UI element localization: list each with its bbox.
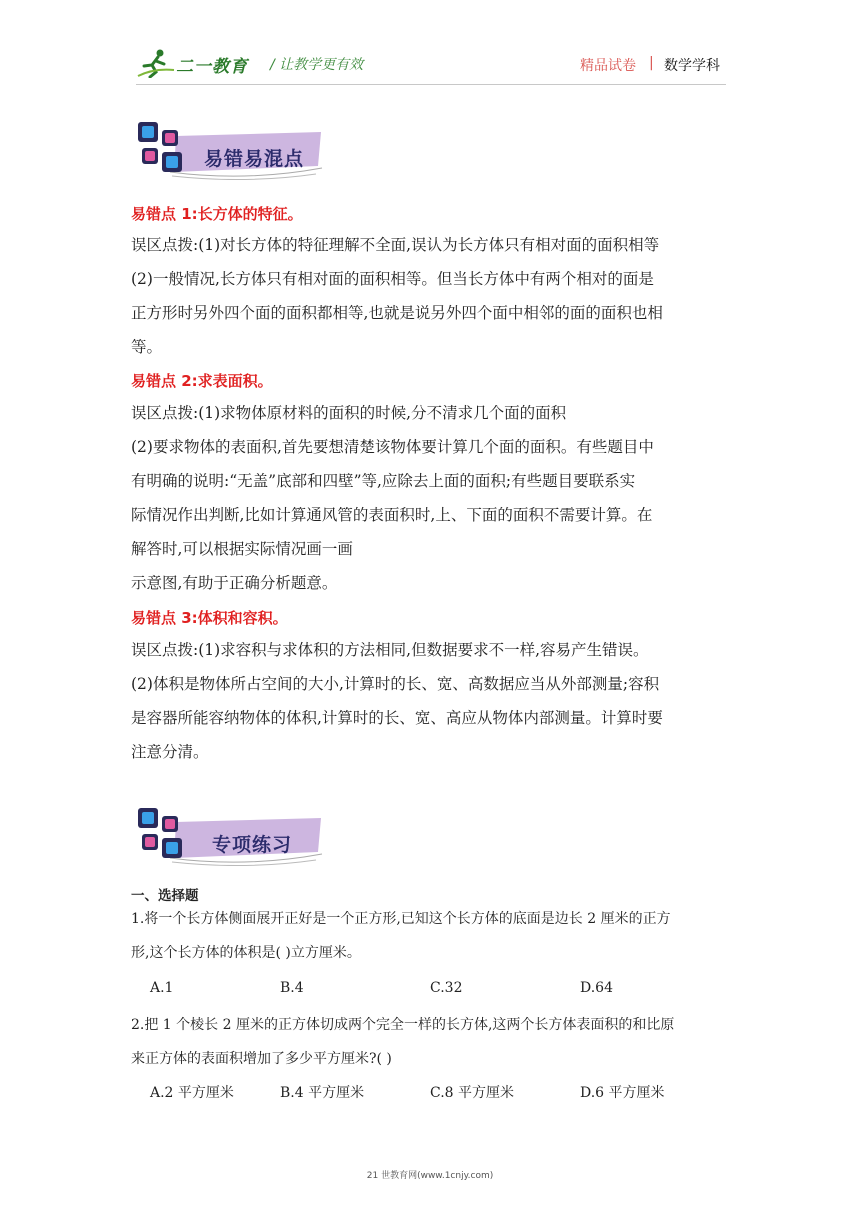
question-1 — [131, 902, 731, 970]
runner-logo-icon — [136, 48, 176, 78]
point-heading: 易错点 2:求表面积。 — [131, 372, 273, 390]
question-text: 形,这个长方体的体积是( )立方厘米。 — [131, 945, 361, 961]
header-subtitle: 精品试卷 — [580, 58, 636, 74]
section-title: 专项练习 — [212, 834, 293, 856]
point-heading: 易错点 1:长方体的特征。 — [131, 205, 303, 223]
q1-option-b[interactable]: B.4 — [280, 980, 304, 996]
text-line: 误区点拨:(1)对长方体的特征理解不全面,误认为长方体只有相对面的面积相等 — [131, 236, 660, 254]
section-banner-practice — [136, 808, 326, 866]
point-2-body — [131, 396, 731, 600]
exercise-heading: 一、选择题 — [131, 888, 199, 904]
header-divider — [136, 84, 726, 85]
mistake-point-2 — [131, 365, 273, 397]
q2-option-b[interactable]: B.4 平方厘米 — [280, 1085, 365, 1101]
page-footer: 21 世教育网(www.1cnjy.com) — [366, 1171, 494, 1181]
text-line: 正方形时另外四个面的面积都相等,也就是说另外四个面中相邻的面的面积也相 — [131, 304, 663, 322]
q2-option-c[interactable]: C.8 平方厘米 — [430, 1085, 515, 1101]
question-text: 来正方体的表面积增加了多少平方厘米?( ) — [131, 1051, 392, 1067]
point-heading: 易错点 3:体积和容积。 — [131, 609, 288, 627]
point-3-body — [131, 633, 731, 769]
text-line: 解答时,可以根据实际情况画一画 — [131, 540, 353, 558]
q1-option-a[interactable]: A.1 — [150, 980, 174, 996]
question-2 — [131, 1008, 731, 1076]
text-line: 等。 — [131, 338, 163, 356]
text-line: 有明确的说明:“无盖”底部和四壁”等,应除去上面的面积;有些题目要联系实 — [131, 472, 636, 490]
question-text: 2.把 1 个棱长 2 厘米的正方体切成两个完全一样的长方体,这两个长方体表面积的和比原 — [131, 1017, 675, 1033]
text-line: 际情况作出判断,比如计算通风管的表面积时,上、下面的面积不需要计算。在 — [131, 506, 653, 524]
text-line: 是容器所能容纳物体的体积,计算时的长、宽、高应从物体内部测量。计算时要 — [131, 709, 663, 727]
q2-option-d[interactable]: D.6 平方厘米 — [580, 1085, 665, 1101]
point-1-body — [131, 228, 731, 364]
question-text: 1.将一个长方体侧面展开正好是一个正方形,已知这个长方体的底面是边长 2 厘米的正方 — [131, 911, 671, 927]
brand-name: 二一教育 — [176, 57, 248, 77]
q1-option-c[interactable]: C.32 — [430, 980, 463, 996]
q1-option-d[interactable]: D.64 — [580, 980, 613, 996]
text-line: (2)要求物体的表面积,首先要想清楚该物体要计算几个面的面积。有些题目中 — [131, 438, 654, 456]
header-separator: | — [649, 55, 654, 71]
section-banner-mistakes — [136, 122, 326, 180]
section-title: 易错易混点 — [204, 148, 305, 170]
text-line: 误区点拨:(1)求物体原材料的面积的时候,分不清求几个面的面积 — [131, 404, 567, 422]
text-line: 示意图,有助于正确分析题意。 — [131, 574, 338, 592]
text-line: 误区点拨:(1)求容积与求体积的方法相同,但数据要求不一样,容易产生错误。 — [131, 641, 649, 659]
header-subject: 数学学科 — [664, 58, 720, 74]
brand-slogan: / 让教学更有效 — [270, 57, 364, 73]
text-line: (2)一般情况,长方体只有相对面的面积相等。但当长方体中有两个相对的面是 — [131, 270, 654, 288]
text-line: (2)体积是物体所占空间的大小,计算时的长、宽、高数据应当从外部测量;容积 — [131, 675, 660, 693]
text-line: 注意分清。 — [131, 743, 209, 761]
mistake-point-3 — [131, 602, 288, 634]
mistake-point-1 — [131, 198, 303, 230]
q2-option-a[interactable]: A.2 平方厘米 — [150, 1085, 234, 1101]
